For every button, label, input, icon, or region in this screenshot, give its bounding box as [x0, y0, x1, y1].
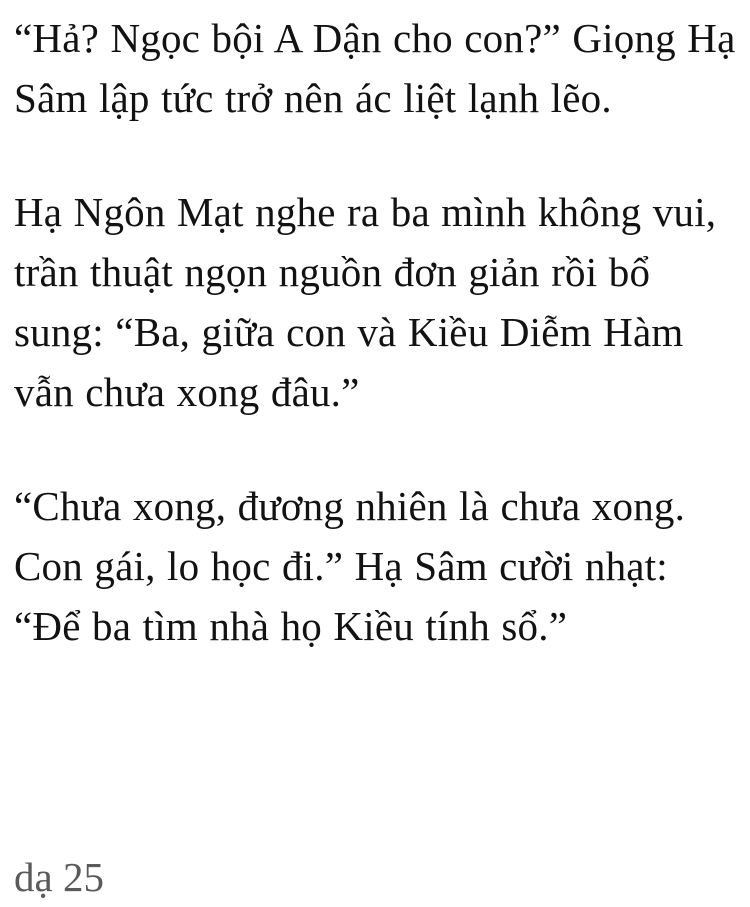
- paragraph: “Hả? Ngọc bội A Dận cho con?” Giọng Hạ Sâm lập tức trở nên ác liệt lạnh lẽo.: [14, 15, 736, 121]
- paragraph: Hạ Ngôn Mạt nghe ra ba mình không vui, trần thuật ngọn nguồn đơn giản rồi bổ sung: “Ba, giữa con và Kiều Diễm Hàm vẫn chưa xong đâu.”: [14, 189, 717, 415]
- clipped-bottom-line: dạ 25: [14, 854, 104, 900]
- paragraph: “Chưa xong, đương nhiên là chưa xong. Con gái, lo học đi.” Hạ Sâm cười nhạt: “Để ba tìm nhà họ Kiều tính sổ.”: [14, 483, 686, 649]
- reader-text-body: [0, 8, 750, 656]
